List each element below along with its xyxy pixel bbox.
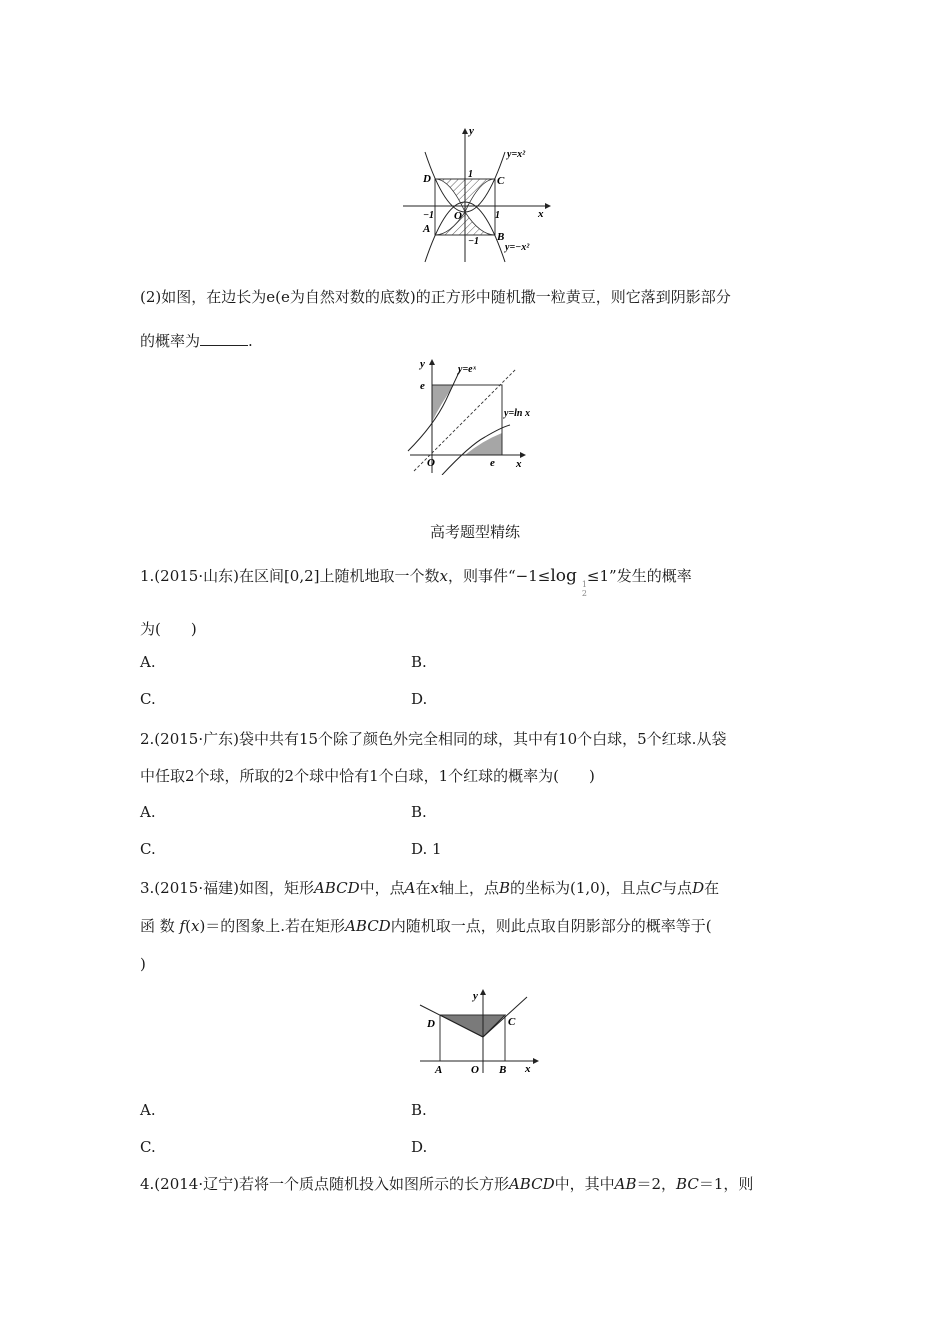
fig3-C: C [508,1016,516,1028]
q2-line1: (2)如图，在边长为e(e为自然对数的底数)的正方形中随机撒一粒黄豆，则它落到阴影部分 [140,288,731,306]
fig1-one-top: 1 [468,169,473,180]
p1-line2: 为( ) [140,620,197,638]
p3-t2: 中，点 [359,879,405,897]
fig2-O: O [427,457,435,469]
fig3-O: O [471,1064,479,1075]
fig2-y-label: y [420,358,425,370]
p1-text-c: ≤1”发生的概率 [586,567,692,585]
p3-t6: 与点 [662,879,693,897]
p4-t4: ＝1，则 [698,1175,754,1193]
p3-t7: 在 [704,879,720,897]
p4-t2: 中，其中 [554,1175,615,1193]
p1-option-c[interactable]: C. [140,690,156,708]
figure-parabolas [395,122,565,268]
shaded-region-ln [465,433,502,455]
p3-l2-f: f [179,917,186,935]
fig1-curve-top-label: y=x² [507,149,526,160]
p1-option-a[interactable]: A. [140,653,156,671]
p3-t5: 的坐标为(1,0)，且点 [510,879,651,897]
p4-abcd: ABCD [508,1175,555,1193]
p3-C: C [650,879,663,897]
figure-rectangle-abcd [415,985,545,1075]
p3-D: D [692,879,705,897]
p3-option-d[interactable]: D. [411,1138,428,1156]
p3-t3: 在 [415,879,431,897]
p2-option-c[interactable]: C. [140,840,156,858]
fig1-one-right: 1 [495,210,500,221]
p3-l2-abcd: ABCD [345,917,391,935]
fig1-neg-one-bottom: −1 [468,236,480,247]
q2-line2 [140,330,253,351]
p3-line2 [140,915,712,936]
x-axis-arrow [533,1058,539,1064]
diagonal-dashed [414,369,516,471]
fig1-curve-bottom-label: y=−x² [505,242,530,253]
p2-option-d[interactable]: D. 1 [411,840,442,858]
p1-text-b: ，则事件“−1≤ [448,567,551,585]
p3-option-a[interactable]: A. [140,1101,156,1119]
fig2-e-left: e [420,380,425,392]
fig1-O: O [454,210,462,222]
q2-line2-text: 的概率为 [140,332,201,350]
fig3-x-label: x [525,1063,531,1075]
p1-option-b[interactable]: B. [411,653,427,671]
fig3-A: A [435,1064,443,1075]
p4-line1 [140,1173,753,1194]
fig2-x-label: x [516,458,522,470]
p1-log [550,566,587,598]
p3-t1: 3.(2015·福建)如图，矩形 [140,879,314,897]
y-axis-arrow [429,359,435,365]
p3-option-c[interactable]: C. [140,1138,156,1156]
fig3-y-label: y [473,990,478,1002]
p3-A: A [404,879,416,897]
p3-l2-t3: )＝的图象上.若在矩形 [199,917,346,935]
p3-l2-t4: 内随机取一点，则此点取自阴影部分的概率等于( [390,917,712,935]
p3-B: B [498,879,510,897]
y-axis-arrow [462,128,468,134]
p2-option-b[interactable]: B. [411,803,427,821]
fig1-neg-one-left: −1 [423,210,435,221]
p3-option-b[interactable]: B. [411,1101,427,1119]
p4-t3: ＝2， [636,1175,677,1193]
fig1-D: D [423,173,431,185]
q2-line2-end: . [248,332,253,350]
figure-exp-ln [400,355,535,475]
fig1-y-label: y [469,125,474,137]
p3-l2-x: x [190,917,200,935]
p2-line1: 2.(2015·广东)袋中共有15个除了颜色外完全相同的球，其中有10个白球，5个红球.从袋 [140,730,727,748]
p1-line1 [140,565,692,598]
fig3-D: D [427,1018,435,1030]
p1-log-text: log [550,566,577,586]
fig2-e-bottom: e [490,457,495,469]
p3-line1 [140,877,719,898]
p3-l2-t2: ( [185,917,191,935]
p3-line3: ) [140,955,146,973]
p3-l2-t1: 函 数 [140,917,180,935]
p3-x: x [430,879,439,897]
x-axis-arrow [545,203,551,209]
p1-var-x: x [439,567,448,585]
p1-option-d[interactable]: D. [411,690,428,708]
p1-log-base: 1 2 [581,580,587,598]
p1-text-a: 1.(2015·山东)在区间[0,2]上随机地取一个数 [140,567,440,585]
y-axis-arrow [480,989,486,995]
fig2-ln-label: y=ln x [504,408,530,419]
p4-bc: BC [676,1175,699,1193]
p3-t4: 轴上，点 [438,879,499,897]
p4-t1: 4.(2014·辽宁)若将一个质点随机投入如图所示的长方形 [140,1175,509,1193]
p2-line2: 中任取2个球，所取的2个球中恰有1个白球，1个红球的概率为( ) [140,767,595,785]
section-title: 高考题型精练 [429,523,520,541]
p4-ab: AB [614,1175,637,1193]
fig1-A: A [423,223,431,235]
fig1-C: C [497,175,505,187]
fig3-B: B [499,1064,507,1075]
p2-option-a[interactable]: A. [140,803,156,821]
answer-blank [200,331,248,346]
fig1-B: B [497,231,505,243]
p3-abcd: ABCD [313,879,360,897]
fig2-exp-label: y=eˣ [458,364,476,375]
fig1-x-label: x [538,208,544,220]
